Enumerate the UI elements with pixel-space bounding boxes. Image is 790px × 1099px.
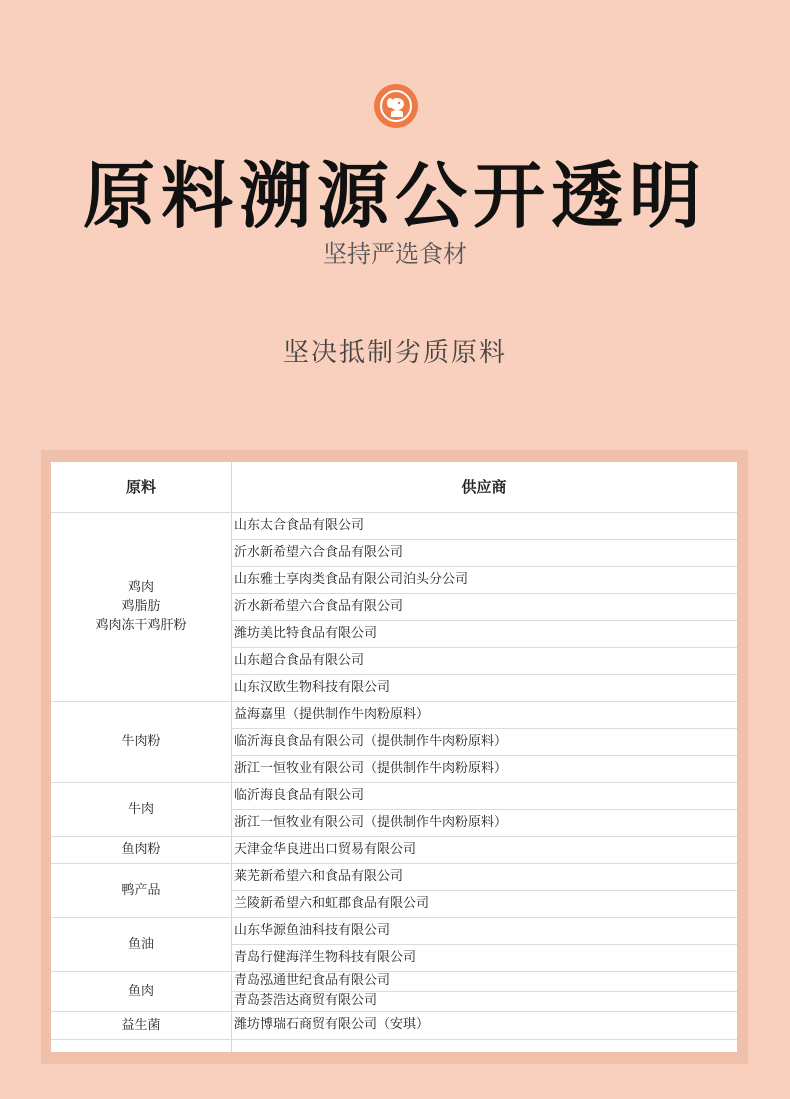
supplier-cell: 山东超合食品有限公司 xyxy=(234,652,365,668)
material-cell xyxy=(51,881,231,900)
supplier-cell: 青岛泓通世纪食品有限公司 xyxy=(234,973,391,988)
supplier-cell: 青岛荟浩达商贸有限公司 xyxy=(234,993,378,1008)
supplier-cell: 山东太合食品有限公司 xyxy=(234,517,365,533)
row-divider xyxy=(51,917,737,918)
row-divider xyxy=(231,647,737,648)
supplier-cell: 浙江一恒牧业有限公司（提供制作牛肉粉原料） xyxy=(234,814,508,830)
material-label: 鸡肉冻干鸡肝粉 xyxy=(95,618,187,633)
material-cell xyxy=(51,840,231,859)
row-divider xyxy=(231,674,737,675)
supplier-table xyxy=(51,462,737,1052)
supplier-cell: 临沂海良食品有限公司 xyxy=(234,787,365,803)
material-label: 鸭产品 xyxy=(121,882,161,898)
row-divider xyxy=(231,620,737,621)
material-label: 牛肉粉 xyxy=(121,734,161,749)
material-label: 牛肉 xyxy=(127,801,154,817)
header-material: 原料 xyxy=(125,478,156,496)
supplier-cell: 山东雅士享肉类食品有限公司泊头分公司 xyxy=(234,571,469,587)
supplier-cell: 临沂海良食品有限公司（提供制作牛肉粉原料） xyxy=(234,733,508,749)
material-cell xyxy=(51,800,231,819)
slogan-text: 坚决抵制劣质原料 xyxy=(282,338,507,368)
header-supplier: 供应商 xyxy=(461,478,507,496)
supplier-cell: 天津金华良进出口贸易有限公司 xyxy=(234,841,417,857)
supplier-cell: 青岛行健海洋生物科技有限公司 xyxy=(234,949,417,965)
row-divider xyxy=(231,755,737,756)
supplier-cell: 浙江一恒牧业有限公司（提供制作牛肉粉原料） xyxy=(234,760,508,776)
material-cell xyxy=(51,935,231,954)
page-title: 原料溯源公开透明 xyxy=(82,154,707,238)
row-divider xyxy=(231,809,737,810)
dog-logo-icon xyxy=(374,84,418,128)
supplier-cell: 山东汉欧生物科技有限公司 xyxy=(234,679,391,695)
material-label: 鱼油 xyxy=(127,936,154,952)
material-cell xyxy=(51,578,231,635)
row-divider xyxy=(51,863,737,864)
material-cell xyxy=(51,1016,231,1035)
material-label: 鱼肉 xyxy=(127,983,154,999)
material-cell xyxy=(51,732,231,751)
supplier-cell: 莱芜新希望六和食品有限公司 xyxy=(234,868,404,884)
row-divider xyxy=(51,1039,737,1040)
material-label: 鸡肉 xyxy=(127,580,154,595)
supplier-cell: 潍坊美比特食品有限公司 xyxy=(234,625,378,641)
row-divider xyxy=(231,566,737,567)
row-divider xyxy=(51,782,737,783)
row-divider xyxy=(51,512,737,513)
row-divider xyxy=(51,971,737,972)
supplier-cell: 沂水新希望六合食品有限公司 xyxy=(234,598,404,614)
row-divider xyxy=(231,728,737,729)
material-label: 鸡脂肪 xyxy=(121,599,161,614)
row-divider xyxy=(231,593,737,594)
row-divider xyxy=(231,944,737,945)
row-divider xyxy=(231,539,737,540)
supplier-cell: 益海嘉里（提供制作牛肉粉原料） xyxy=(234,706,430,722)
row-divider xyxy=(51,701,737,702)
row-divider xyxy=(231,991,737,992)
material-label: 鱼肉粉 xyxy=(121,842,161,857)
supplier-cell: 山东华源鱼油科技有限公司 xyxy=(234,922,391,938)
supplier-cell: 沂水新希望六合食品有限公司 xyxy=(234,544,404,560)
column-divider xyxy=(231,462,232,1052)
supplier-cell: 潍坊博瑞石商贸有限公司（安琪） xyxy=(234,1017,430,1032)
material-label: 益生菌 xyxy=(121,1017,161,1033)
supplier-cell: 兰陵新希望六和虹郡食品有限公司 xyxy=(234,895,430,911)
row-divider xyxy=(51,1011,737,1012)
page-subtitle: 坚持严选食材 xyxy=(323,240,467,268)
material-cell xyxy=(51,982,231,1001)
row-divider xyxy=(231,890,737,891)
row-divider xyxy=(51,836,737,837)
